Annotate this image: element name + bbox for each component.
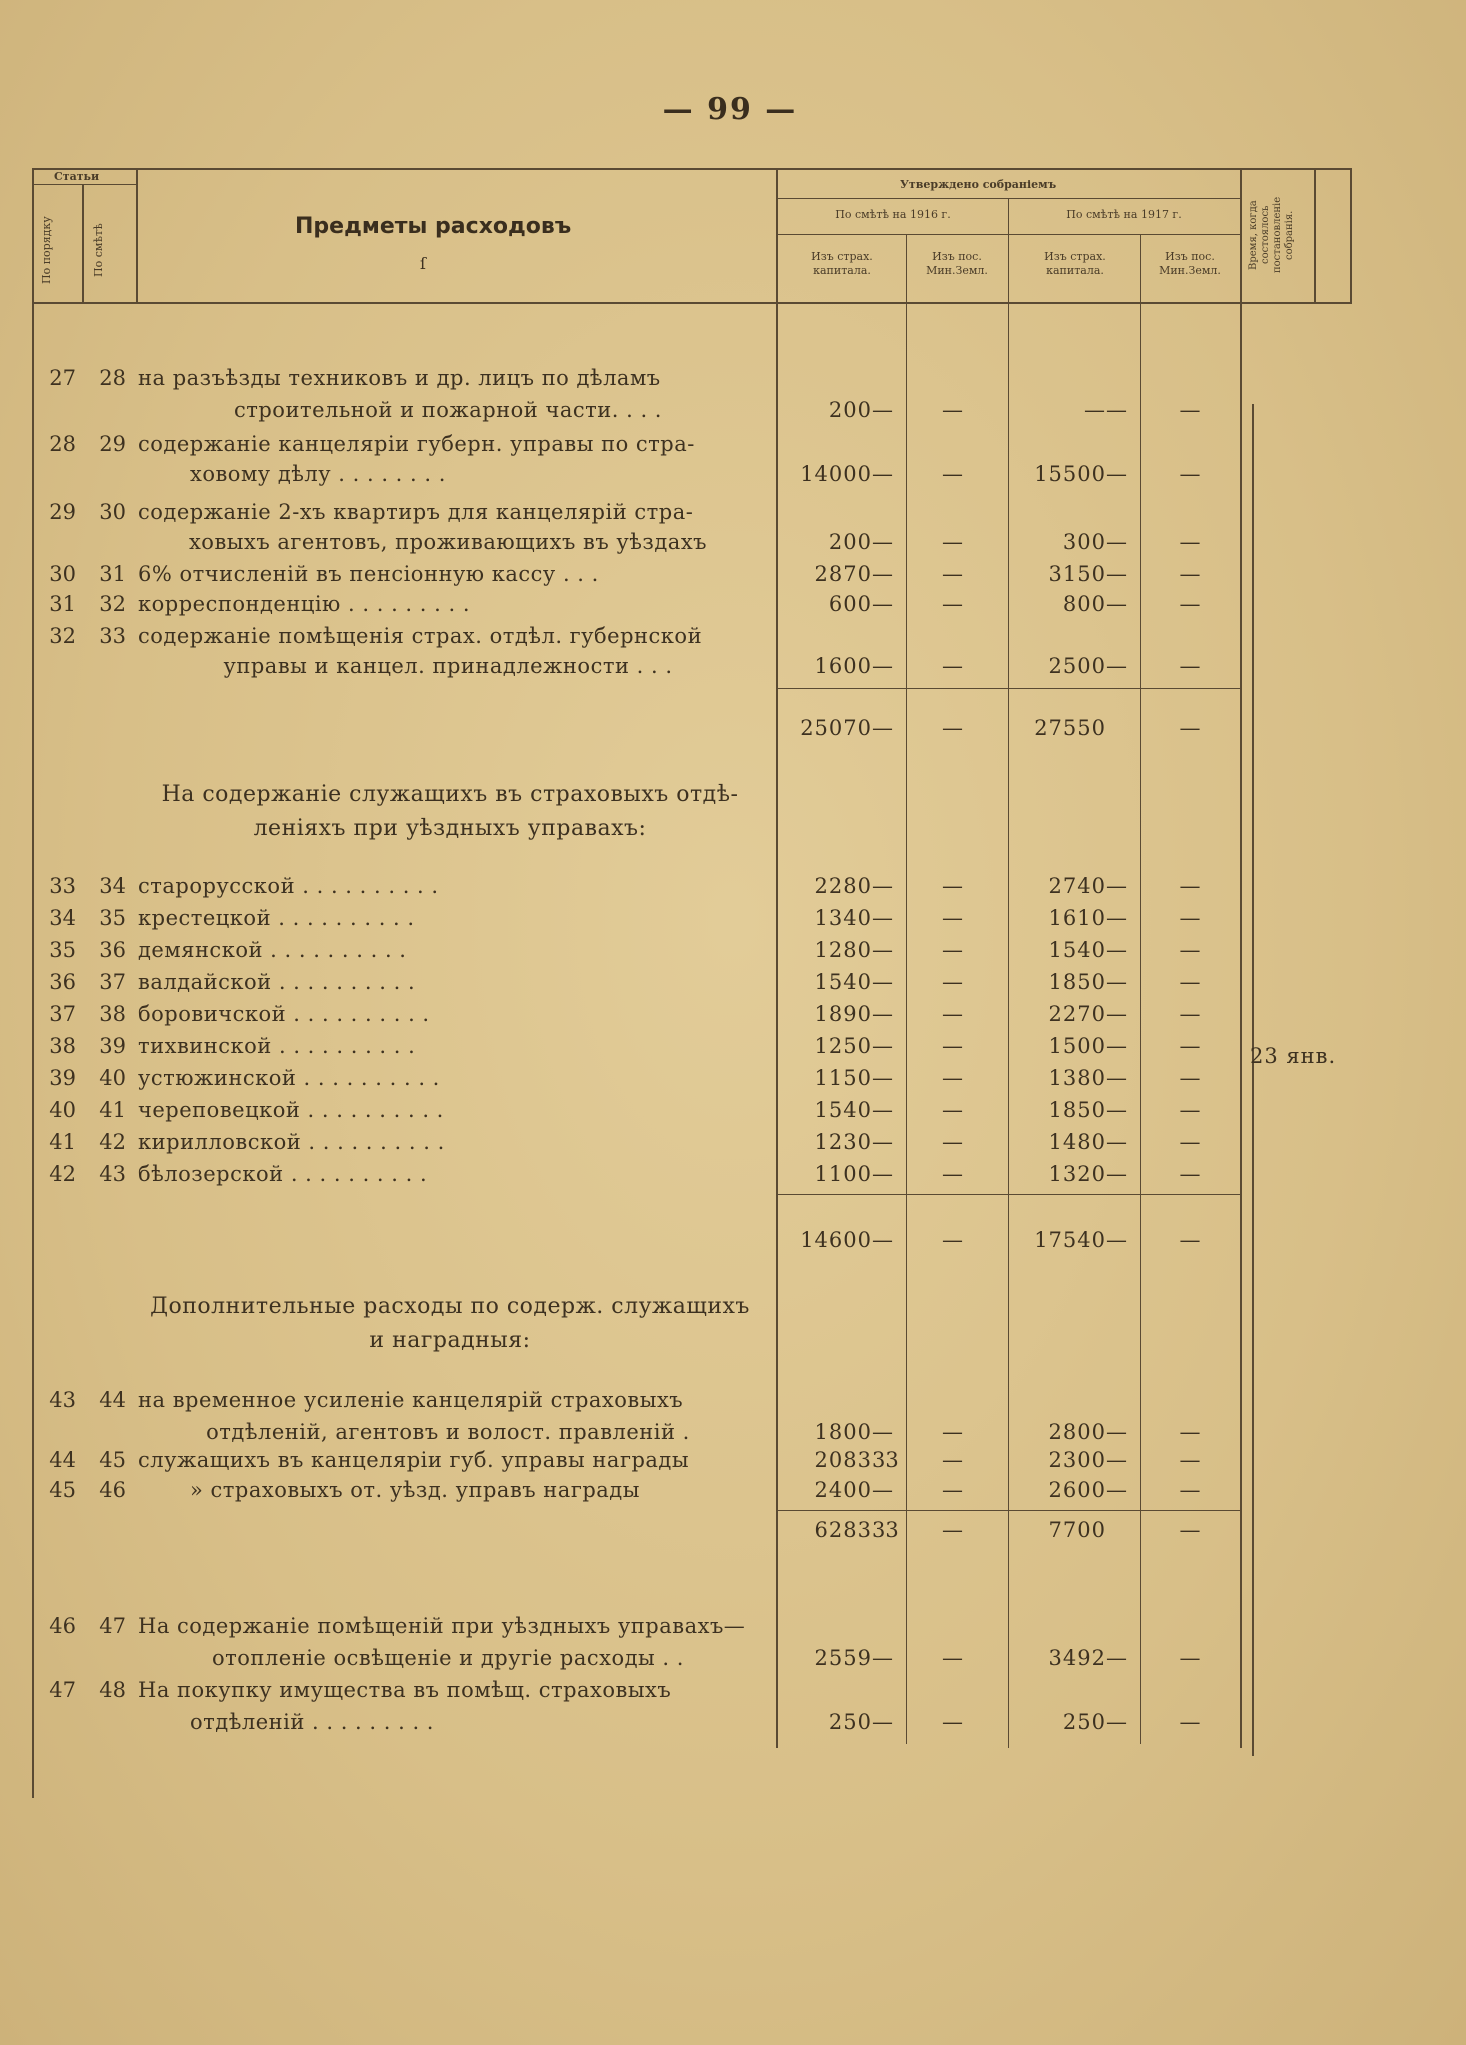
row-estimate-number: 45 <box>99 1448 126 1472</box>
kopecks-1917: — <box>1106 1066 1127 1090</box>
amount-1916: 1150 <box>814 1066 872 1090</box>
subtotal-1917-min: — <box>1179 1228 1201 1252</box>
subtotal-line-a <box>776 688 1240 689</box>
table-row <box>0 970 1466 1000</box>
amount-1917-min: — <box>1179 1646 1201 1670</box>
kopecks-1917: — <box>1106 938 1127 962</box>
kopecks-1916: — <box>872 1130 893 1154</box>
amount-1916: 1600 <box>814 654 872 678</box>
table-row <box>0 938 1466 968</box>
amount-1917-min: — <box>1179 1478 1201 1502</box>
amount-1917-min: — <box>1179 1034 1201 1058</box>
table-row <box>0 1448 1466 1478</box>
amount-1917: 2600 <box>1048 1478 1106 1502</box>
amount-1916-min: — <box>942 1646 963 1670</box>
subtotal-1916-kop: — <box>872 716 893 740</box>
kopecks-1917: — <box>1106 1002 1127 1026</box>
kopecks-1917: — <box>1106 1710 1127 1734</box>
amount-1917-min: — <box>1179 398 1201 422</box>
amount-1916: 1230 <box>814 1130 872 1154</box>
header-approved: Утверждено собраніемъ <box>900 178 1057 191</box>
row-description: боровичской . . . . . . . . . . <box>138 1002 430 1026</box>
row-description-cont: управы и канцел. принадлежности . . . <box>223 654 673 678</box>
amount-1917-min: — <box>1179 906 1201 930</box>
kopecks-1916: — <box>872 1646 893 1670</box>
amount-1917-min: — <box>1179 530 1201 554</box>
amount-1916-min: — <box>942 462 963 486</box>
row-description-cont: отопленіе освѣщеніе и другіе расходы . . <box>212 1646 684 1670</box>
row-number: 27 <box>49 366 76 390</box>
table-row <box>0 1614 1466 1644</box>
kopecks-1916: — <box>872 1098 893 1122</box>
row-number: 36 <box>49 970 76 994</box>
amount-1917: 2300 <box>1048 1448 1106 1472</box>
amount-1916-min: — <box>942 1034 963 1058</box>
kopecks-1917: — <box>1106 592 1127 616</box>
amount-1916-min: — <box>942 530 963 554</box>
amount-1917: 3492 <box>1048 1646 1106 1670</box>
kopecks-1916: — <box>872 1002 893 1026</box>
row-estimate-number: 32 <box>99 592 126 616</box>
amount-1917: 2500 <box>1048 654 1106 678</box>
subtotal-1917-kop: — <box>1106 1228 1127 1252</box>
table-row <box>0 462 1466 492</box>
section-c-heading: Дополнительные расходы по содерж. служащихъ и наградныя: <box>150 1294 750 1353</box>
row-description: на разъѣзды техниковъ и др. лицъ по дѣламъ <box>138 366 661 390</box>
row-estimate-number: 42 <box>99 1130 126 1154</box>
row-description: демянской . . . . . . . . . . <box>138 938 407 962</box>
header-bottom-border <box>32 302 1352 304</box>
header-smeta-1916: По смѣтѣ на 1916 г. <box>835 208 951 221</box>
amount-1916-min: — <box>942 1162 963 1186</box>
kopecks-1917: — <box>1106 1162 1127 1186</box>
amount-1917-min: — <box>1179 592 1201 616</box>
table-row <box>0 1098 1466 1128</box>
subtotal-1916-min: — <box>942 716 963 740</box>
row-description: крестецкой . . . . . . . . . . <box>138 906 415 930</box>
subtotal-a <box>0 716 1466 746</box>
row-description: На содержаніе помѣщеній при уѣздныхъ управахъ— <box>138 1614 746 1638</box>
row-description: содержаніе 2-хъ квартиръ для канцелярій стра- <box>138 500 694 524</box>
kopecks-1917: — <box>1106 654 1127 678</box>
kopecks-1917: — <box>1106 1420 1127 1444</box>
table-row <box>0 906 1466 936</box>
kopecks-1917: — <box>1106 462 1127 486</box>
kopecks-1917: — <box>1106 906 1127 930</box>
row-description: валдайской . . . . . . . . . . <box>138 970 416 994</box>
kopecks-1917: — <box>1106 398 1127 422</box>
header-col-posob-1: Изъ пос. Мин.Земл. <box>926 250 988 277</box>
table-row <box>0 1034 1466 1064</box>
row-estimate-number: 40 <box>99 1066 126 1090</box>
row-estimate-number: 47 <box>99 1614 126 1638</box>
kopecks-1916: — <box>872 906 893 930</box>
table-row <box>0 1002 1466 1032</box>
header-po-poryadku: По порядку <box>40 216 53 284</box>
amount-1917: 2270 <box>1048 1002 1106 1026</box>
kopecks-1916: — <box>872 530 893 554</box>
kopecks-1917: — <box>1106 970 1127 994</box>
row-number: 30 <box>49 562 76 586</box>
amount-1916: 1100 <box>814 1162 872 1186</box>
amount-1917-min: — <box>1179 1448 1201 1472</box>
row-description: служащихъ въ канцеляріи губ. управы награды <box>138 1448 690 1472</box>
amount-1917: 1500 <box>1048 1034 1106 1058</box>
table-row <box>0 592 1466 622</box>
subtotal-1916-min: — <box>942 1518 963 1542</box>
amount-1916: 1340 <box>814 906 872 930</box>
amount-1916-min: — <box>942 1066 963 1090</box>
kopecks-1917: — <box>1106 530 1127 554</box>
right-border <box>1350 168 1352 302</box>
page-number: — 99 — <box>662 92 798 127</box>
subtotal-line-b <box>776 1194 1240 1195</box>
amount-1916: 2559 <box>814 1646 872 1670</box>
amount-1917-min: — <box>1179 562 1201 586</box>
row-description-cont: отдѣленій . . . . . . . . . <box>190 1710 434 1734</box>
subtotal-1917-min: — <box>1179 1518 1201 1542</box>
resolution-date: 23 янв. <box>1250 1044 1337 1068</box>
row-number: 45 <box>49 1478 76 1502</box>
kopecks-1917: — <box>1106 1646 1127 1670</box>
amount-1917-min: — <box>1179 654 1201 678</box>
row-number: 32 <box>49 624 76 648</box>
kopecks-1917: — <box>1106 1448 1127 1472</box>
row-description: бѣлозерской . . . . . . . . . . <box>138 1162 428 1186</box>
amount-1916: 1800 <box>814 1420 872 1444</box>
table-row <box>0 624 1466 654</box>
amount-1916-min: — <box>942 874 963 898</box>
amount-1917-min: — <box>1179 1002 1201 1026</box>
row-estimate-number: 39 <box>99 1034 126 1058</box>
table-row <box>0 500 1466 530</box>
kopecks-1917: — <box>1106 1098 1127 1122</box>
table-row <box>0 1646 1466 1676</box>
amount-1916-min: — <box>942 1098 963 1122</box>
row-number: 35 <box>49 938 76 962</box>
subtotal-1916-min: — <box>942 1228 963 1252</box>
header-col-time: Время, когда состоялось постановленіе собранія. <box>1248 196 1295 274</box>
row-description-cont: отдѣленій, агентовъ и волост. правленій . <box>206 1420 690 1444</box>
table-row <box>0 1162 1466 1192</box>
subtotal-1917: 17540 <box>1034 1228 1106 1252</box>
header-smeta-1917: По смѣтѣ на 1917 г. <box>1066 208 1182 221</box>
amount-1916: 250 <box>828 1710 872 1734</box>
amount-1917: 1480 <box>1048 1130 1106 1154</box>
amount-1917-min: — <box>1179 1420 1201 1444</box>
row-estimate-number: 43 <box>99 1162 126 1186</box>
amount-1917-min: — <box>1179 1710 1201 1734</box>
row-description: содержаніе канцеляріи губерн. управы по стра- <box>138 432 695 456</box>
row-estimate-number: 41 <box>99 1098 126 1122</box>
amount-1917: 1850 <box>1048 970 1106 994</box>
table-row <box>0 874 1466 904</box>
amount-1917: 300 <box>1062 530 1106 554</box>
amount-1916: 2870 <box>814 562 872 586</box>
header-po-smete: По смѣтѣ <box>92 223 105 277</box>
row-description: кирилловской . . . . . . . . . . <box>138 1130 445 1154</box>
kopecks-1916: — <box>872 462 893 486</box>
row-number: 29 <box>49 500 76 524</box>
row-estimate-number: 34 <box>99 874 126 898</box>
amount-1916-min: — <box>942 1478 963 1502</box>
amount-1917: 1320 <box>1048 1162 1106 1186</box>
col-divider-numbers <box>82 184 84 302</box>
amount-1916-min: — <box>942 938 963 962</box>
amount-1917: 1540 <box>1048 938 1106 962</box>
amount-1916-min: — <box>942 1420 963 1444</box>
kopecks-1916: — <box>872 970 893 994</box>
amount-1916: 200 <box>828 398 872 422</box>
subtotal-1916-kop: 33 <box>872 1518 899 1542</box>
kopecks-1916: — <box>872 1478 893 1502</box>
kopecks-1916: — <box>872 1710 893 1734</box>
row-description: на временное усиленіе канцелярій страховыхъ <box>138 1388 684 1412</box>
header-title-mark: ſ <box>420 254 426 273</box>
amount-1916-min: — <box>942 654 963 678</box>
row-description: старорусской . . . . . . . . . . <box>138 874 439 898</box>
row-description: содержаніе помѣщенія страх. отдѣл. губернской <box>138 624 703 648</box>
amount-1917: 15500 <box>1034 462 1106 486</box>
amount-1916: 14000 <box>800 462 872 486</box>
header-col-posob-2: Изъ пос. Мин.Земл. <box>1159 250 1221 277</box>
row-number: 40 <box>49 1098 76 1122</box>
amount-1917-min: — <box>1179 874 1201 898</box>
amount-1917: 1610 <box>1048 906 1106 930</box>
row-number: 37 <box>49 1002 76 1026</box>
row-estimate-number: 35 <box>99 906 126 930</box>
amount-1917: 1850 <box>1048 1098 1106 1122</box>
amount-1916-min: — <box>942 562 963 586</box>
amount-1916-min: — <box>942 592 963 616</box>
amount-1916: 1280 <box>814 938 872 962</box>
kopecks-1917: — <box>1106 1034 1127 1058</box>
kopecks-1916: — <box>872 1420 893 1444</box>
table-row <box>0 398 1466 428</box>
subtotal-1916: 14600 <box>800 1228 872 1252</box>
amount-1916: 2280 <box>814 874 872 898</box>
header-col-strakh-2: Изъ страх. капитала. <box>1044 250 1106 277</box>
kopecks-1916: — <box>872 592 893 616</box>
amount-1917: 2800 <box>1048 1420 1106 1444</box>
kopecks-1916: 33 <box>872 1448 899 1472</box>
amount-1917: 3150 <box>1048 562 1106 586</box>
amount-1917-min: — <box>1179 1066 1201 1090</box>
row-number: 44 <box>49 1448 76 1472</box>
amount-1916: 2083 <box>814 1448 872 1472</box>
row-description: » страховыхъ от. уѣзд. управъ награды <box>190 1478 640 1502</box>
subtotal-c <box>0 1518 1466 1548</box>
amount-1916: 600 <box>828 592 872 616</box>
amount-1916: 1890 <box>814 1002 872 1026</box>
row-number: 38 <box>49 1034 76 1058</box>
row-number: 41 <box>49 1130 76 1154</box>
row-description: корреспонденцію . . . . . . . . . <box>138 592 470 616</box>
row-estimate-number: 44 <box>99 1388 126 1412</box>
table-row <box>0 654 1466 684</box>
kopecks-1917: — <box>1106 874 1127 898</box>
table-row <box>0 1388 1466 1418</box>
row-number: 46 <box>49 1614 76 1638</box>
kopecks-1916: — <box>872 1034 893 1058</box>
row-number: 39 <box>49 1066 76 1090</box>
amount-1916-min: — <box>942 906 963 930</box>
amount-1916-min: — <box>942 1710 963 1734</box>
row-description: На покупку имущества въ помѣщ. страховыхъ <box>138 1678 672 1702</box>
row-number: 43 <box>49 1388 76 1412</box>
subtotal-1917-min: — <box>1179 716 1201 740</box>
amount-1917-min: — <box>1179 1130 1201 1154</box>
row-description: череповецкой . . . . . . . . . . <box>138 1098 444 1122</box>
row-description: тихвинской . . . . . . . . . . <box>138 1034 416 1058</box>
amount-1917: 1380 <box>1048 1066 1106 1090</box>
table-row <box>0 1130 1466 1160</box>
row-estimate-number: 36 <box>99 938 126 962</box>
amount-1916: 2400 <box>814 1478 872 1502</box>
row-estimate-number: 38 <box>99 1002 126 1026</box>
table-row <box>0 530 1466 560</box>
row-estimate-number: 31 <box>99 562 126 586</box>
kopecks-1916: — <box>872 874 893 898</box>
amount-1917-min: — <box>1179 1162 1201 1186</box>
table-row <box>0 562 1466 592</box>
row-description: устюжинской . . . . . . . . . . <box>138 1066 440 1090</box>
amount-1916-min: — <box>942 398 963 422</box>
amount-1917-min: — <box>1179 938 1201 962</box>
row-number: 31 <box>49 592 76 616</box>
table-row <box>0 1478 1466 1508</box>
header-statyi: Статьи <box>54 170 100 183</box>
amount-1916-min: — <box>942 1130 963 1154</box>
row-number: 34 <box>49 906 76 930</box>
approved-underline <box>776 198 1240 199</box>
amount-1916: 1540 <box>814 1098 872 1122</box>
subtotal-1916-kop: — <box>872 1228 893 1252</box>
table-row <box>0 1420 1466 1450</box>
section-b-heading: На содержаніе служащихъ въ страховыхъ отдѣ- леніяхъ при уѣздныхъ управахъ: <box>161 782 739 841</box>
amount-1917: 2740 <box>1048 874 1106 898</box>
amount-1917-min: — <box>1179 970 1201 994</box>
table-row <box>0 1710 1466 1740</box>
row-number: 47 <box>49 1678 76 1702</box>
row-estimate-number: 33 <box>99 624 126 648</box>
amount-1916: 1250 <box>814 1034 872 1058</box>
kopecks-1917: — <box>1106 562 1127 586</box>
kopecks-1916: — <box>872 654 893 678</box>
row-number: 42 <box>49 1162 76 1186</box>
amount-1917: 800 <box>1062 592 1106 616</box>
year-underline <box>776 234 1240 235</box>
row-estimate-number: 48 <box>99 1678 126 1702</box>
row-description-cont: ховому дѣлу . . . . . . . . <box>190 462 446 486</box>
subtotal-b <box>0 1228 1466 1258</box>
amount-1916-min: — <box>942 970 963 994</box>
col-divider-desc <box>136 168 138 302</box>
table-top-border <box>32 168 1352 170</box>
amount-1916-min: — <box>942 1002 963 1026</box>
table-row <box>0 366 1466 396</box>
row-estimate-number: 28 <box>99 366 126 390</box>
subtotal-1916: 25070 <box>800 716 872 740</box>
amount-1916: 200 <box>828 530 872 554</box>
row-description-cont: ховыхъ агентовъ, проживающихъ въ уѣздахъ <box>188 530 708 554</box>
kopecks-1916: — <box>872 562 893 586</box>
amount-1917: — <box>1084 398 1106 422</box>
table-row <box>0 1678 1466 1708</box>
kopecks-1916: — <box>872 398 893 422</box>
row-number: 28 <box>49 432 76 456</box>
subtotal-1916: 6283 <box>814 1518 872 1542</box>
subtotal-line-c <box>776 1510 1240 1511</box>
amount-1916: 1540 <box>814 970 872 994</box>
row-estimate-number: 37 <box>99 970 126 994</box>
subtotal-1917: 27550 <box>1034 716 1106 740</box>
kopecks-1916: — <box>872 1066 893 1090</box>
header-col-strakh-1: Изъ страх. капитала. <box>811 250 873 277</box>
amount-1917: 250 <box>1062 1710 1106 1734</box>
header-title: Предметы расходовъ <box>295 214 572 239</box>
row-estimate-number: 29 <box>99 432 126 456</box>
row-number: 33 <box>49 874 76 898</box>
table-row <box>0 1066 1466 1096</box>
row-description-cont: строительной и пожарной части. . . . <box>233 398 662 422</box>
kopecks-1917: — <box>1106 1130 1127 1154</box>
row-description: 6% отчисленій въ пенсіонную кассу . . . <box>138 562 599 586</box>
row-estimate-number: 30 <box>99 500 126 524</box>
subtotal-1917: 7700 <box>1048 1518 1106 1542</box>
amount-1917-min: — <box>1179 462 1201 486</box>
kopecks-1917: — <box>1106 1478 1127 1502</box>
row-estimate-number: 46 <box>99 1478 126 1502</box>
kopecks-1916: — <box>872 1162 893 1186</box>
amount-1916-min: — <box>942 1448 963 1472</box>
statyi-underline <box>32 184 136 185</box>
kopecks-1916: — <box>872 938 893 962</box>
table-row <box>0 432 1466 462</box>
amount-1917-min: — <box>1179 1098 1201 1122</box>
